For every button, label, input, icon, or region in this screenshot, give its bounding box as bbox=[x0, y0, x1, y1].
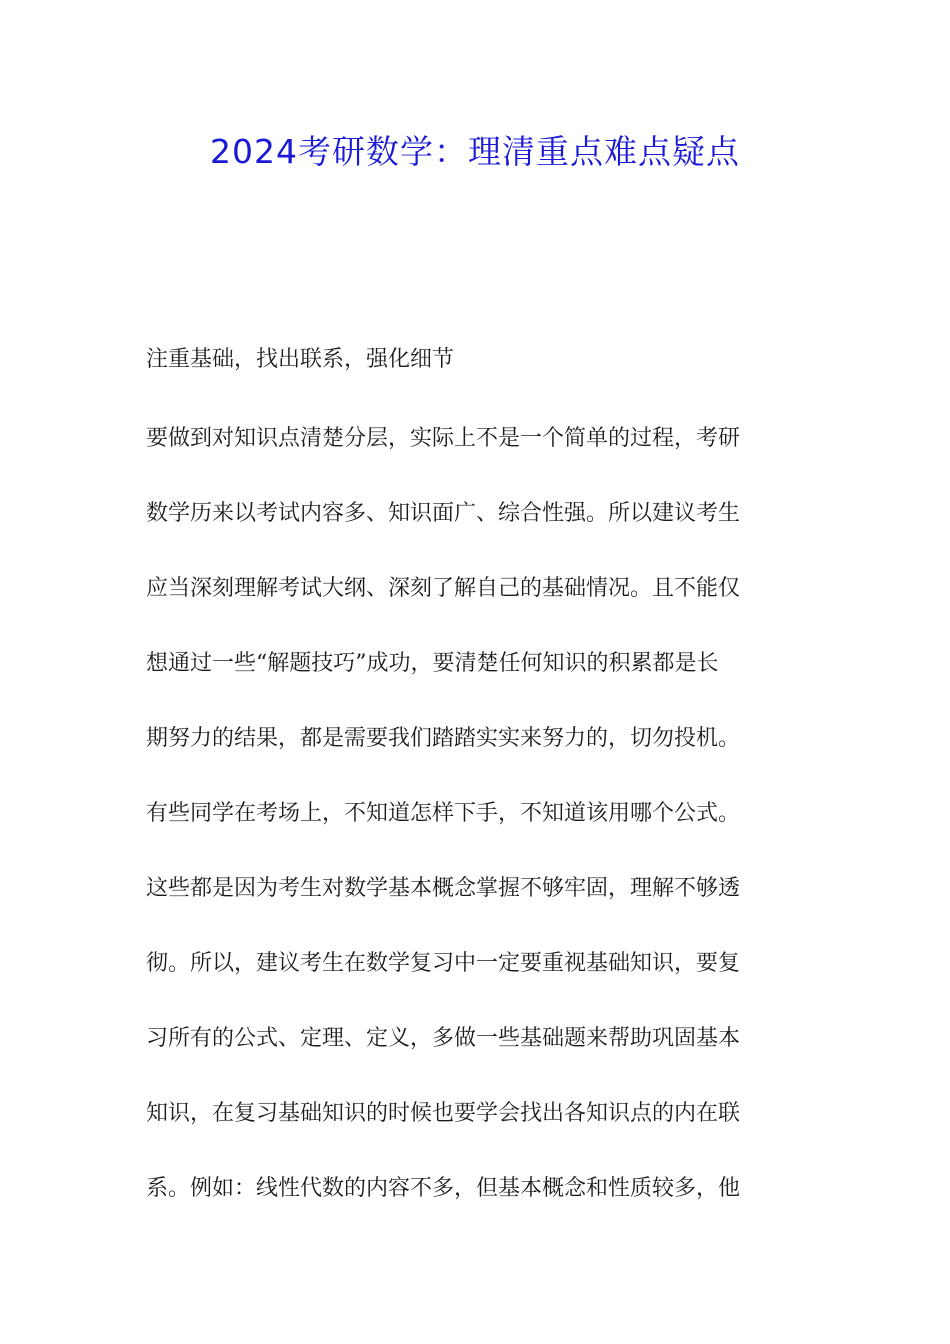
paragraph-line: 有些同学在考场上，不知道怎样下手，不知道该用哪个公式。 bbox=[146, 801, 741, 826]
paragraph-line: 知识，在复习基础知识的时候也要学会找出各知识点的内在联 bbox=[146, 1101, 741, 1126]
paragraph-line: 数学历来以考试内容多、知识面广、综合性强。所以建议考生 bbox=[146, 501, 741, 526]
paragraph-line: 习所有的公式、定理、定义，多做一些基础题来帮助巩固基本 bbox=[146, 1026, 741, 1051]
document-title: 2024考研数学：理清重点难点疑点 bbox=[210, 132, 740, 171]
document-body bbox=[146, 335, 811, 1239]
paragraph-line: 要做到对知识点清楚分层，实际上不是一个简单的过程，考研 bbox=[146, 426, 741, 451]
paragraph-line: 彻。所以，建议考生在数学复习中一定要重视基础知识，要复 bbox=[146, 951, 741, 976]
section-subheading: 注重基础，找出联系，强化细节 bbox=[146, 347, 455, 372]
paragraph-line: 想通过一些“解题技巧”成功，要清楚任何知识的积累都是长 bbox=[146, 651, 719, 676]
paragraph-line: 系。例如：线性代数的内容不多，但基本概念和性质较多，他 bbox=[146, 1176, 741, 1201]
paragraph-line: 这些都是因为考生对数学基本概念掌握不够牢固，理解不够透 bbox=[146, 876, 741, 901]
paragraph-line: 期努力的结果，都是需要我们踏踏实实来努力的，切勿投机。 bbox=[146, 726, 741, 751]
paragraph-line: 应当深刻理解考试大纲、深刻了解自己的基础情况。且不能仅 bbox=[146, 576, 741, 601]
